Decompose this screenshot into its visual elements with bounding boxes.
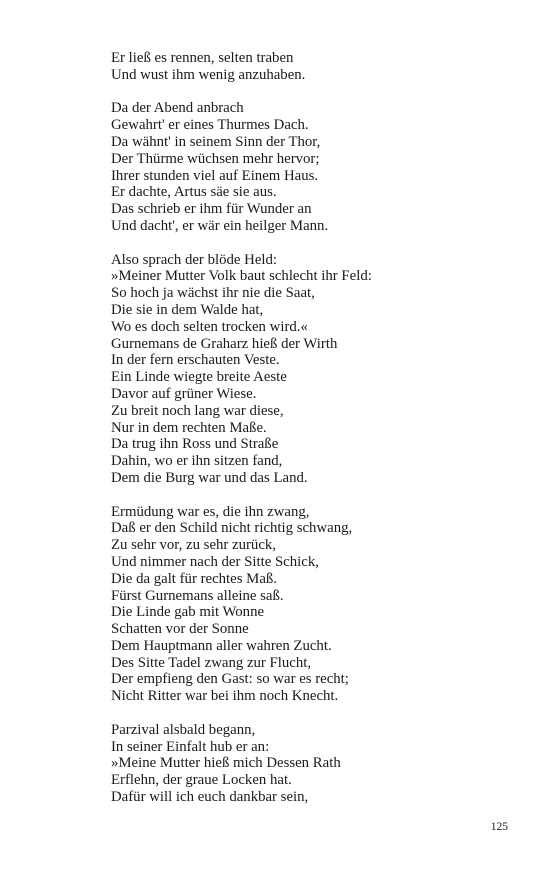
verse-line: So hoch ja wächst ihr nie die Saat, [111, 285, 315, 302]
verse-line: Und dacht', er wär ein heilger Mann. [111, 217, 329, 234]
verse-line: Schatten vor der Sonne [111, 621, 249, 638]
stanza-2 [111, 100, 511, 234]
verse-line: Dem Hauptmann aller wahren Zucht. [111, 637, 332, 654]
verse-line: Also sprach der blöde Held: [111, 251, 278, 268]
verse-line: Zu sehr vor, zu sehr zurück, [111, 537, 276, 554]
verse-line: Das schrieb er ihm für Wunder an [111, 201, 312, 218]
verse-line: Und nimmer nach der Sitte Schick, [111, 553, 319, 570]
verse-line: Nicht Ritter war bei ihm noch Knecht. [111, 688, 339, 705]
verse-line: Da der Abend anbrach [111, 100, 244, 117]
verse-line: Dafür will ich euch dankbar sein, [111, 789, 309, 806]
verse-line: »Meine Mutter hieß mich Dessen Rath [111, 755, 341, 772]
stanza-4 [111, 504, 511, 706]
verse-line: Die sie in dem Walde hat, [111, 301, 264, 318]
verse-line: Parzival alsbald begann, [111, 721, 256, 738]
verse-line: Gurnemans de Graharz hieß der Wirth [111, 335, 338, 352]
verse-line: Dahin, wo er ihn sitzen fand, [111, 453, 283, 470]
verse-line: Ein Linde wiegte breite Aeste [111, 369, 287, 386]
verse-line: Daß er den Schild nicht richtig schwang, [111, 520, 353, 537]
verse-line: In der fern erschauten Veste. [111, 352, 280, 369]
poem-body [111, 50, 511, 823]
stanza-3 [111, 252, 511, 487]
verse-line: Wo es doch selten trocken wird.« [111, 318, 308, 335]
verse-line: Er dachte, Artus säe sie aus. [111, 184, 277, 201]
verse-line: Und wust ihm wenig anzuhaben. [111, 66, 306, 83]
verse-line: Der empfieng den Gast: so war es recht; [111, 671, 349, 688]
verse-line: Nur in dem rechten Maße. [111, 419, 267, 436]
verse-line: Ermüdung war es, die ihn zwang, [111, 503, 310, 520]
verse-line: Die Linde gab mit Wonne [111, 604, 265, 621]
verse-line: Erflehn, der graue Locken hat. [111, 772, 292, 789]
verse-line: »Meiner Mutter Volk baut schlecht ihr Feld: [111, 268, 372, 285]
verse-line: Fürst Gurnemans alleine saß. [111, 587, 284, 604]
stanza-5 [111, 722, 511, 806]
verse-line: Davor auf grüner Wiese. [111, 385, 257, 402]
verse-line: Er ließ es rennen, selten traben [111, 50, 294, 66]
verse-line: Ihrer stunden viel auf Einem Haus. [111, 167, 319, 184]
verse-line: Gewahrt' er eines Thurmes Dach. [111, 117, 309, 134]
verse-line: Dem die Burg war und das Land. [111, 469, 308, 486]
verse-line: Die da galt für rechtes Maß. [111, 570, 277, 587]
verse-line: Da trug ihn Ross und Straße [111, 436, 279, 453]
verse-line: Zu breit noch lang war diese, [111, 402, 284, 419]
verse-line: Da wähnt' in seinem Sinn der Thor, [111, 133, 321, 150]
page-number: 125 [490, 821, 508, 833]
verse-line: Der Thürme wüchsen mehr hervor; [111, 150, 320, 167]
verse-line: Des Sitte Tadel zwang zur Flucht, [111, 654, 312, 671]
stanza-1 [111, 50, 511, 84]
verse-line: In seiner Einfalt hub er an: [111, 738, 270, 755]
